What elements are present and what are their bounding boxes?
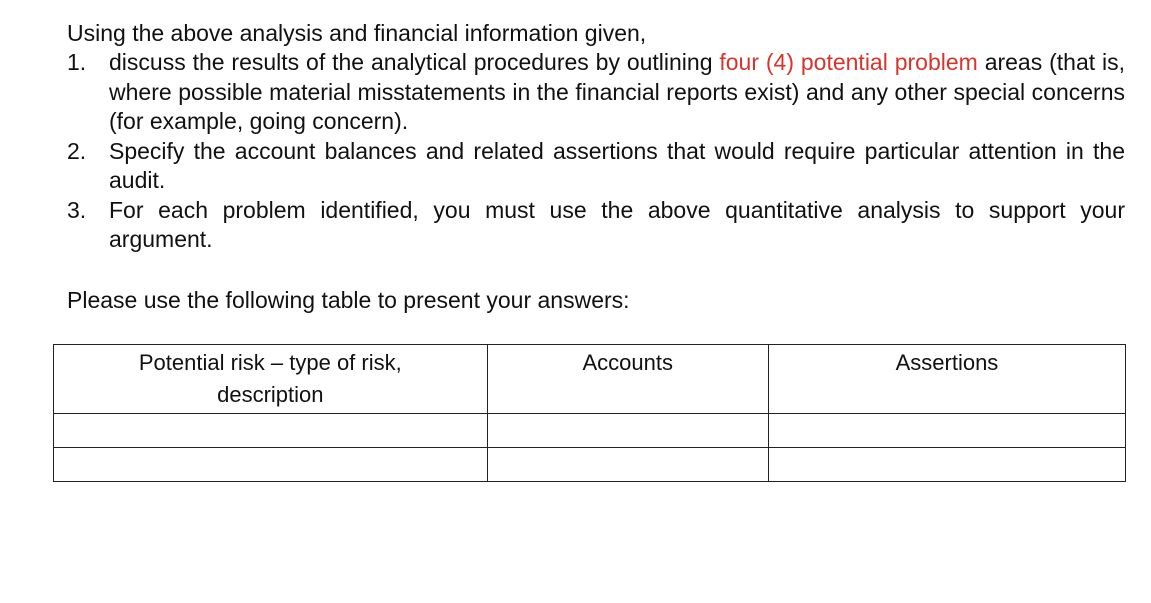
task-number: 3. xyxy=(67,196,87,223)
header-assertions: Assertions xyxy=(768,345,1125,414)
answer-table xyxy=(53,344,1126,482)
task-number: 2. xyxy=(67,137,87,164)
task-list xyxy=(67,48,1125,255)
document-body xyxy=(67,18,1125,315)
header-accounts: Accounts xyxy=(487,345,768,414)
table-cell xyxy=(487,448,768,482)
table-cell xyxy=(54,414,488,448)
table-cell xyxy=(54,448,488,482)
table-row xyxy=(54,414,1126,448)
task-highlight: four (4) potential problem xyxy=(719,49,978,75)
table-instruction: Please use the following table to present your answers: xyxy=(67,286,630,313)
table-row xyxy=(54,448,1126,482)
task-text-continued: areas (that is, where possible material misstatements in the financial reports exist) and any other special concerns (for example, going concern). xyxy=(109,49,1125,134)
task-text: Specify the account balances and related assertions that would require particular attention in the audit. xyxy=(109,137,1125,193)
table-cell xyxy=(768,448,1125,482)
table-cell xyxy=(487,414,768,448)
table-cell xyxy=(768,414,1125,448)
task-item-2 xyxy=(67,137,1125,196)
task-item-1 xyxy=(67,48,1125,137)
task-number: 1. xyxy=(67,49,87,75)
intro-text: Using the above analysis and financial information given, xyxy=(67,20,647,46)
table-header-row xyxy=(54,345,1126,414)
header-potential-risk: Potential risk – type of risk, description xyxy=(54,345,488,414)
task-item-3 xyxy=(67,196,1125,255)
task-text: For each problem identified, you must use the above quantitative analysis to support your argument. xyxy=(109,196,1125,252)
task-text: discuss the results of the analytical procedures by outlining xyxy=(109,49,720,75)
